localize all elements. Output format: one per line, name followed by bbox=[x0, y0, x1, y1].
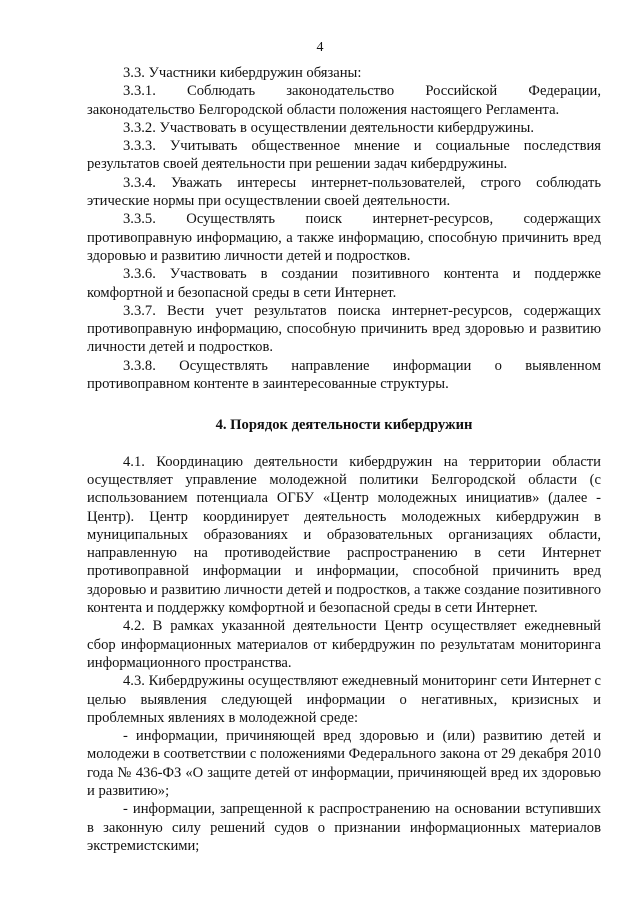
list-item-extremist-info: - информации, запрещенной к распространению на основании вступивших в законную силу решений судов о признании информационных материалов экстремистскими; bbox=[87, 801, 601, 854]
paragraph-3-3: 3.3. Участники кибердружин обязаны: bbox=[123, 65, 362, 81]
paragraph-3-3-4: 3.3.4. Уважать интересы интернет-пользователей, строго соблюдать этические нормы при осуществлении своей деятельности. bbox=[87, 174, 601, 210]
paragraph-3-3-1: 3.3.1. Соблюдать законодательство Российской Федерации, законодательство Белгородской области положения настоящего Регламента. bbox=[87, 83, 601, 118]
paragraph-3-3-6: 3.3.6. Участвовать в создании позитивного контента и поддержке комфортной и безопасной среды в сети Интернет. bbox=[87, 266, 601, 301]
paragraph-4-2: 4.2. В рамках указанной деятельности Центр осуществляет ежедневный сбор информационных материалов от кибердружин по результатам мониторинга информационного пространства. bbox=[87, 618, 601, 671]
list-item-harmful-info: - информации, причиняющей вред здоровью и (или) развитию детей и молодежи в соответствии с положениями Федерального закона от 29 декабря 2010 года № 436-ФЗ «О защите детей от информации, причиняющей вред их здоровью и развитию»; bbox=[87, 728, 601, 799]
paragraph-3-3-5: 3.3.5. Осуществлять поиск интернет-ресурсов, содержащих противоправную информацию, а также информацию, способную причинить вред здоровью и развитию личности детей и подростков. bbox=[87, 211, 601, 264]
document-body bbox=[87, 64, 601, 855]
paragraph-3-3-8: 3.3.8. Осуществлять направление информации о выявленном противоправном контенте в заинтересованные структуры. bbox=[87, 357, 601, 393]
paragraph-4-1: 4.1. Координацию деятельности кибердружин на территории области осуществляет управление молодежной политики Белгородской области (с использованием потенциала ОГБУ «Центр молодежных инициатив» (далее - Центр). Центр координирует деятельность молодежных кибердружин в муниципальных образованиях и образовательных организациях области, направленную на противодействие распространению в сети Интернет противоправной информации и информации, способной причинить вред здоровью и развитию личности детей и подростков, а также создание позитивного контента и поддержку комфортной и безопасной среды в сети Интернет. bbox=[87, 453, 601, 617]
paragraph-3-3-3: 3.3.3. Учитывать общественное мнение и социальные последствия результатов своей деятельности при решении задач кибердружины. bbox=[87, 138, 601, 173]
paragraph-3-3-7: 3.3.7. Вести учет результатов поиска интернет-ресурсов, содержащих противоправную информацию, способную причинить вред здоровью и развитию личности детей и подростков. bbox=[87, 302, 601, 356]
paragraph-4-3: 4.3. Кибердружины осуществляют ежедневный мониторинг сети Интернет с целью выявления следующей информации о негативных, кризисных и проблемных явлениях в молодежной среде: bbox=[87, 673, 601, 726]
page-number: 4 bbox=[316, 40, 324, 55]
section-4-heading: 4. Порядок деятельности кибердружин bbox=[215, 417, 473, 434]
paragraph-3-3-2: 3.3.2. Участвовать в осуществлении деятельности кибердружины. bbox=[123, 119, 535, 136]
